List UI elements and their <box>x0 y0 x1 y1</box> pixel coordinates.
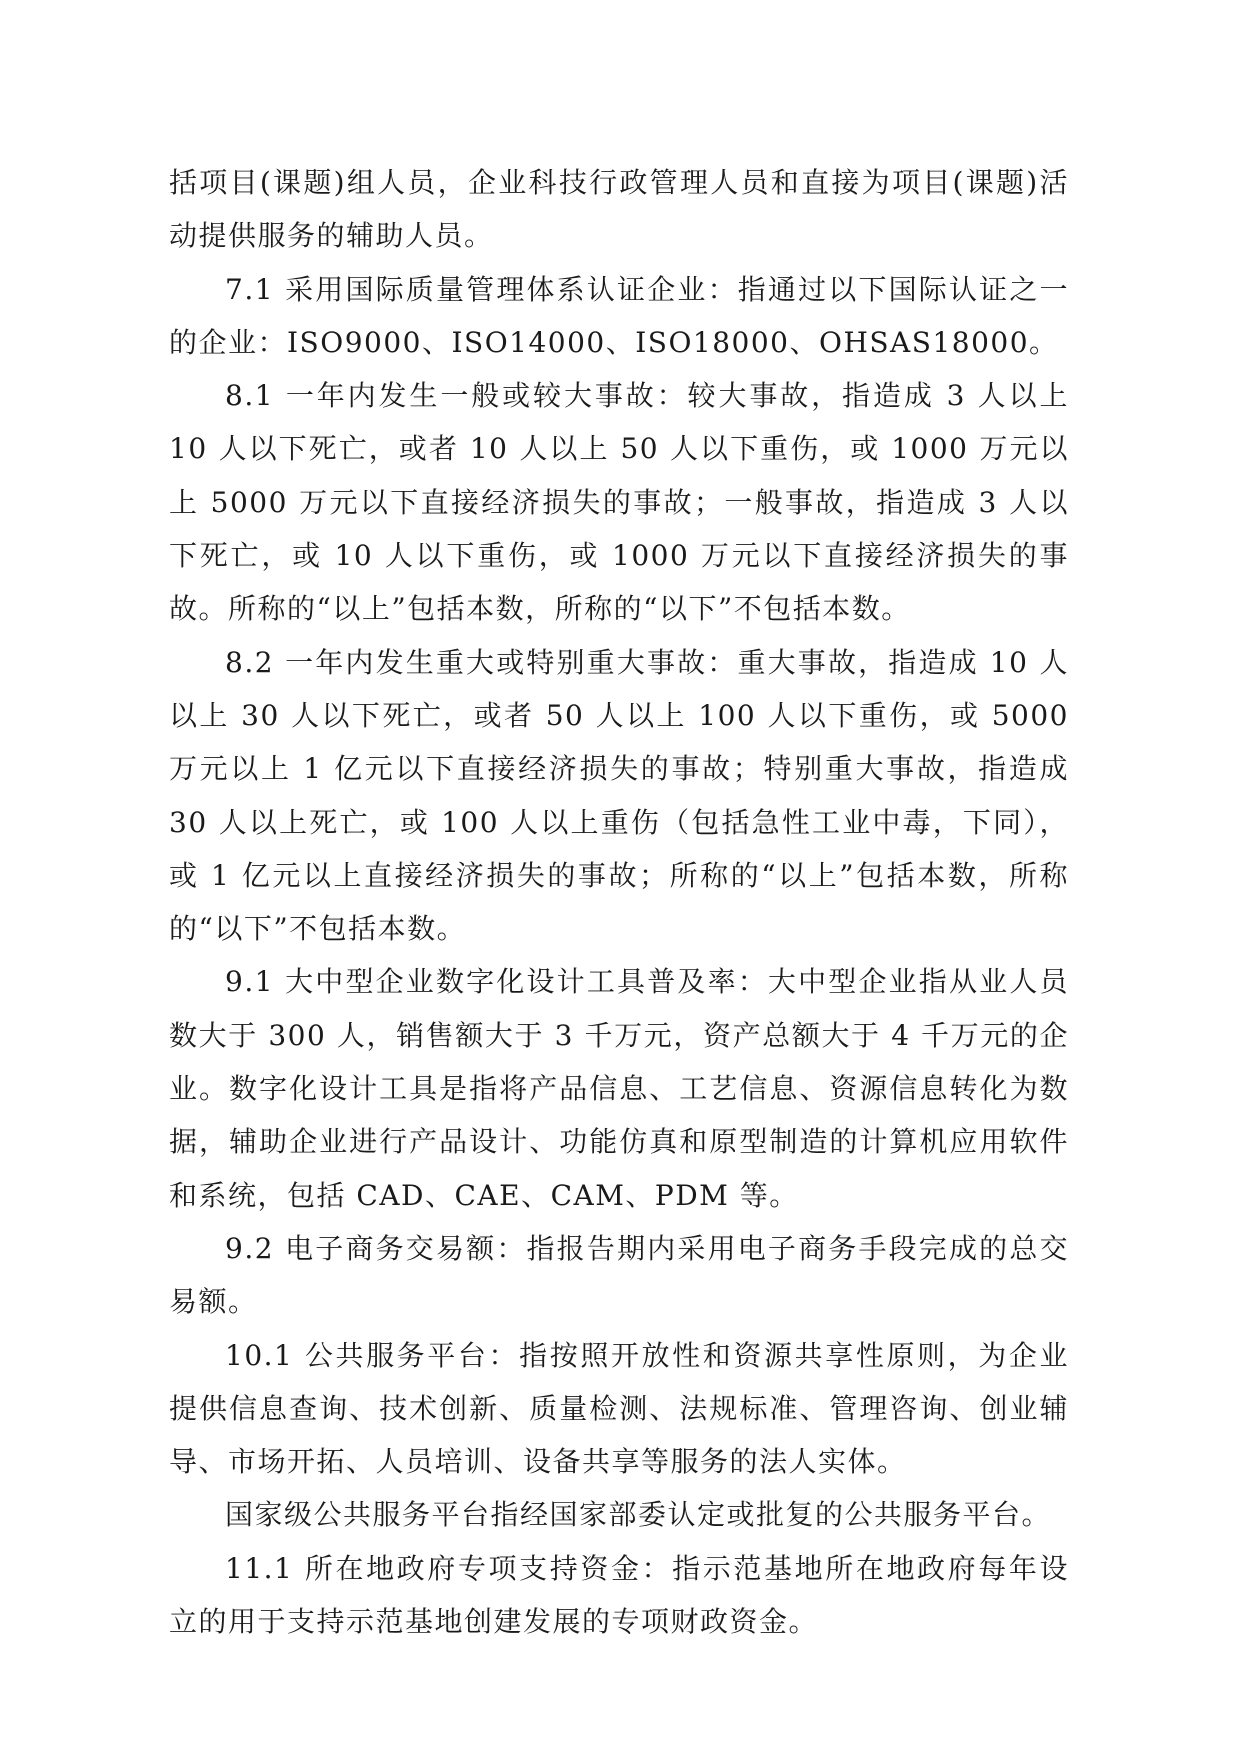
paragraph-9-2: 9.2 电子商务交易额：指报告期内采用电子商务手段完成的总交易额。 <box>169 1231 1069 1319</box>
paragraph-7-1: 7.1 采用国际质量管理体系认证企业：指通过以下国际认证之一的企业：ISO9000、ISO14000、ISO18000、OHSAS18000。 <box>169 272 1069 359</box>
paragraph-8-1: 8.1 一年内发生一般或较大事故：较大事故，指造成 3 人以上 10 人以下死亡，或者 10 人以上 50 人以下重伤，或 1000 万元以上 5000 万元以下直接经济损失的事故；一般事故，指造成 3 人以下死亡，或 10 人以下重伤，或 1000 万元以下直接经济损失的事故。所称的“以上”包括本数，所称的“以下”不包括本数。 <box>169 379 1069 626</box>
paragraph-9-1: 9.1 大中型企业数字化设计工具普及率：大中型企业指从业人员数大于 300 人，销售额大于 3 千万元，资产总额大于 4 千万元的企业。数字化设计工具是指将产品信息、工艺信息、资源信息转化为数据，辅助企业进行产品设计、功能仿真和原型制造的计算机应用软件和系统，包括 CAD、CAE、CAM、PDM 等。 <box>169 965 1069 1212</box>
document-body <box>169 156 1069 1648</box>
paragraph-national-platform: 国家级公共服务平台指经国家部委认定或批复的公共服务平台。 <box>225 1498 1052 1532</box>
paragraph-10-1: 10.1 公共服务平台：指按照开放性和资源共享性原则，为企业提供信息查询、技术创新、质量检测、法规标准、管理咨询、创业辅导、市场开拓、人员培训、设备共享等服务的法人实体。 <box>169 1338 1069 1479</box>
paragraph-11-1: 11.1 所在地政府专项支持资金：指示范基地所在地政府每年设立的用于支持示范基地创建发展的专项财政资金。 <box>169 1551 1069 1639</box>
paragraph-8-2: 8.2 一年内发生重大或特别重大事故：重大事故，指造成 10 人以上 30 人以下死亡，或者 50 人以上 100 人以下重伤，或 5000 万元以上 1 亿元以下直接经济损失的事故；特别重大事故，指造成 30 人以上死亡，或 100 人以上重伤（包括急性工业中毒，下同），或 1 亿元以上直接经济损失的事故；所称的“以上”包括本数，所称的“以下”不包括本数。 <box>169 645 1069 946</box>
paragraph-continuation: 括项目(课题)组人员，企业科技行政管理人员和直接为项目(课题)活动提供服务的辅助人员。 <box>169 166 1069 253</box>
